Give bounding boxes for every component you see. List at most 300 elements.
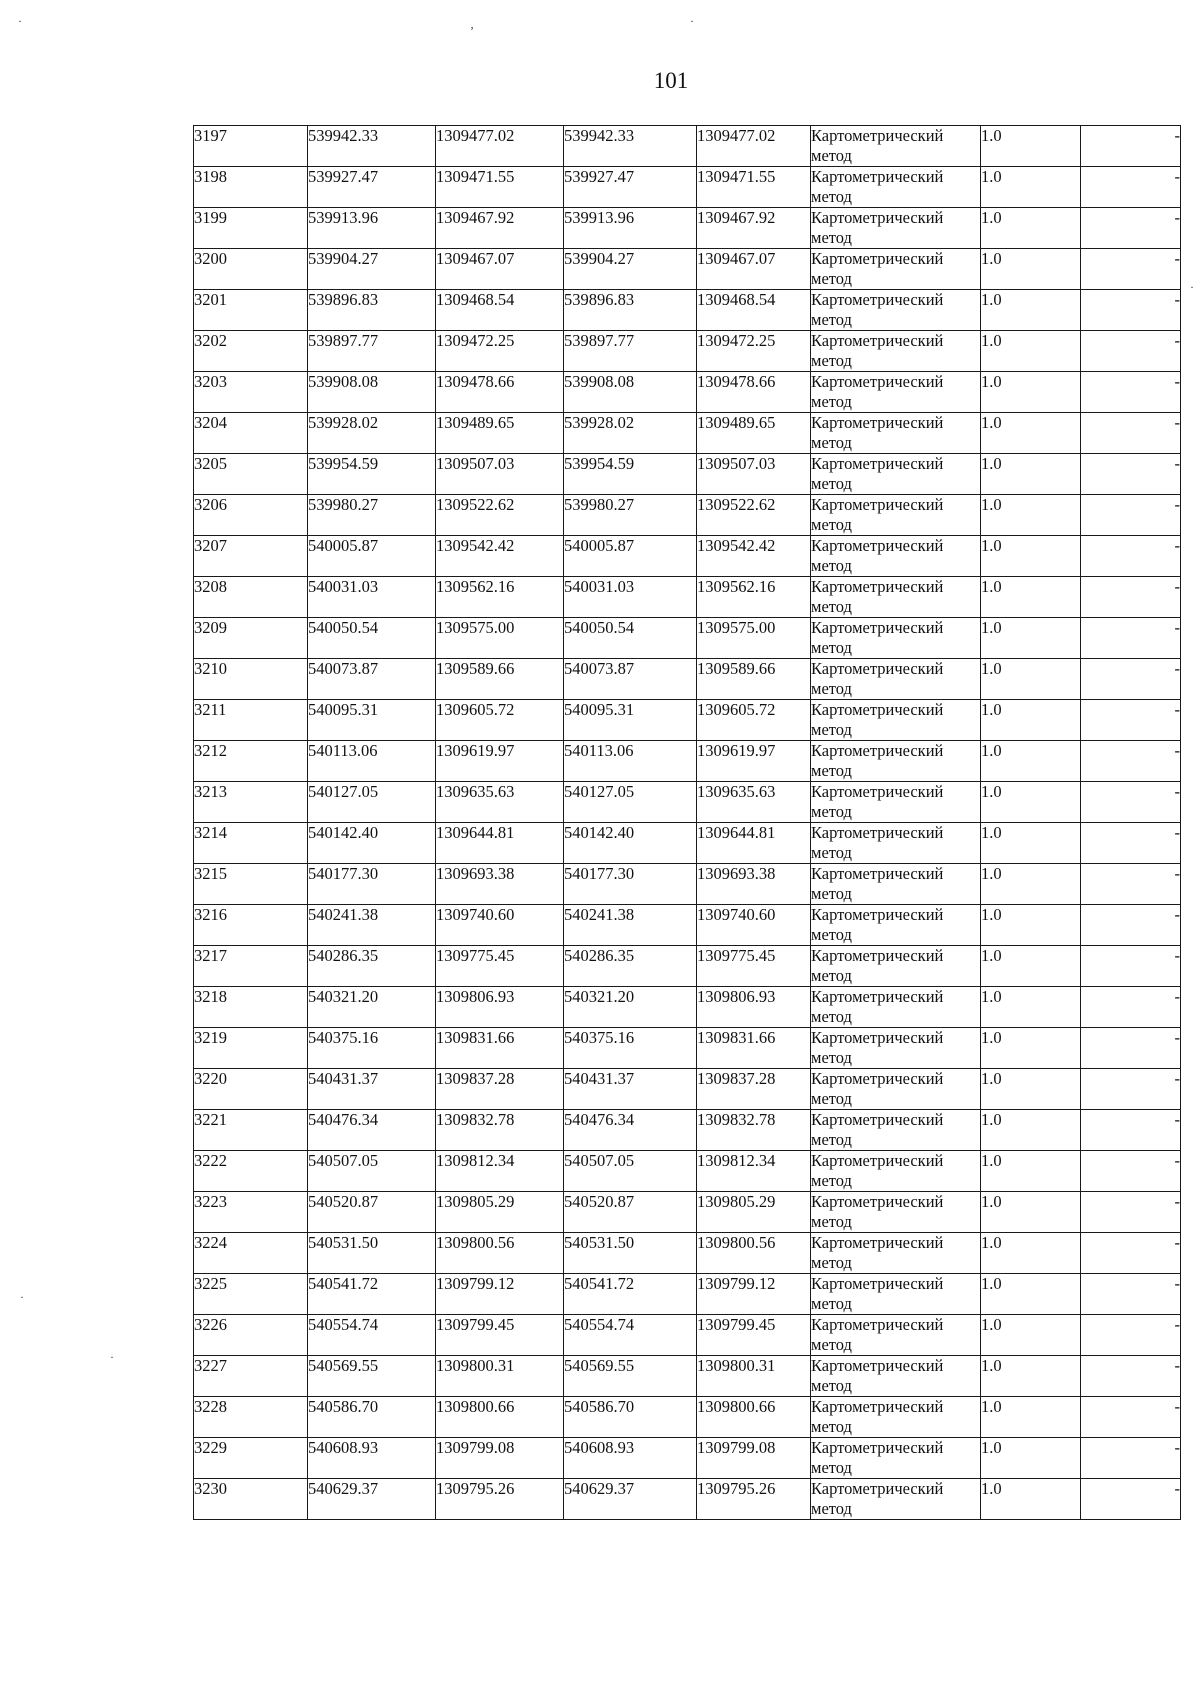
x-coordinate-2-cell: 540507.05 — [564, 1151, 697, 1192]
note-cell: - — [1081, 1274, 1181, 1315]
note-cell: - — [1081, 1069, 1181, 1110]
accuracy-cell: 1.0 — [981, 249, 1081, 290]
x-coordinate-2-cell: 540177.30 — [564, 864, 697, 905]
table-row — [194, 1069, 1181, 1110]
point-number-cell: 3211 — [194, 700, 308, 741]
y-coordinate-cell: 1309472.25 — [436, 331, 564, 372]
note-cell: - — [1081, 987, 1181, 1028]
accuracy-cell: 1.0 — [981, 741, 1081, 782]
x-coordinate-2-cell: 540554.74 — [564, 1315, 697, 1356]
accuracy-cell: 1.0 — [981, 823, 1081, 864]
y-coordinate-2-cell: 1309471.55 — [697, 167, 811, 208]
y-coordinate-cell: 1309837.28 — [436, 1069, 564, 1110]
x-coordinate-cell: 539954.59 — [308, 454, 436, 495]
point-number-cell: 3207 — [194, 536, 308, 577]
note-cell: - — [1081, 536, 1181, 577]
y-coordinate-2-cell: 1309468.54 — [697, 290, 811, 331]
y-coordinate-2-cell: 1309800.56 — [697, 1233, 811, 1274]
accuracy-cell: 1.0 — [981, 1479, 1081, 1520]
y-coordinate-cell: 1309799.12 — [436, 1274, 564, 1315]
accuracy-cell: 1.0 — [981, 1028, 1081, 1069]
table-row — [194, 413, 1181, 454]
y-coordinate-2-cell: 1309467.07 — [697, 249, 811, 290]
point-number-cell: 3224 — [194, 1233, 308, 1274]
note-cell: - — [1081, 1151, 1181, 1192]
note-cell: - — [1081, 1315, 1181, 1356]
y-coordinate-2-cell: 1309799.12 — [697, 1274, 811, 1315]
x-coordinate-cell: 540005.87 — [308, 536, 436, 577]
method-cell: Картометрический метод — [811, 1151, 981, 1192]
note-cell: - — [1081, 782, 1181, 823]
x-coordinate-2-cell: 540031.03 — [564, 577, 697, 618]
x-coordinate-2-cell: 540005.87 — [564, 536, 697, 577]
note-cell: - — [1081, 1028, 1181, 1069]
y-coordinate-cell: 1309740.60 — [436, 905, 564, 946]
x-coordinate-cell: 540050.54 — [308, 618, 436, 659]
point-number-cell: 3204 — [194, 413, 308, 454]
note-cell: - — [1081, 905, 1181, 946]
y-coordinate-2-cell: 1309693.38 — [697, 864, 811, 905]
accuracy-cell: 1.0 — [981, 331, 1081, 372]
x-coordinate-cell: 540073.87 — [308, 659, 436, 700]
y-coordinate-cell: 1309799.08 — [436, 1438, 564, 1479]
x-coordinate-2-cell: 540569.55 — [564, 1356, 697, 1397]
table-row — [194, 1028, 1181, 1069]
note-cell: - — [1081, 413, 1181, 454]
y-coordinate-cell: 1309799.45 — [436, 1315, 564, 1356]
y-coordinate-cell: 1309812.34 — [436, 1151, 564, 1192]
note-cell: - — [1081, 946, 1181, 987]
x-coordinate-cell: 540031.03 — [308, 577, 436, 618]
y-coordinate-2-cell: 1309635.63 — [697, 782, 811, 823]
x-coordinate-cell: 539904.27 — [308, 249, 436, 290]
table-row — [194, 946, 1181, 987]
accuracy-cell: 1.0 — [981, 618, 1081, 659]
note-cell: - — [1081, 864, 1181, 905]
point-number-cell: 3216 — [194, 905, 308, 946]
point-number-cell: 3208 — [194, 577, 308, 618]
point-number-cell: 3217 — [194, 946, 308, 987]
x-coordinate-cell: 539913.96 — [308, 208, 436, 249]
x-coordinate-2-cell: 539942.33 — [564, 126, 697, 167]
accuracy-cell: 1.0 — [981, 1274, 1081, 1315]
x-coordinate-2-cell: 540586.70 — [564, 1397, 697, 1438]
table-row — [194, 1315, 1181, 1356]
accuracy-cell: 1.0 — [981, 946, 1081, 987]
point-number-cell: 3209 — [194, 618, 308, 659]
note-cell: - — [1081, 331, 1181, 372]
note-cell: - — [1081, 1356, 1181, 1397]
note-cell: - — [1081, 1479, 1181, 1520]
coordinates-table — [193, 125, 1181, 1520]
x-coordinate-2-cell: 540375.16 — [564, 1028, 697, 1069]
x-coordinate-2-cell: 540608.93 — [564, 1438, 697, 1479]
scan-speck: · — [690, 14, 694, 28]
y-coordinate-cell: 1309562.16 — [436, 577, 564, 618]
y-coordinate-cell: 1309795.26 — [436, 1479, 564, 1520]
table-row — [194, 290, 1181, 331]
x-coordinate-cell: 539896.83 — [308, 290, 436, 331]
accuracy-cell: 1.0 — [981, 1151, 1081, 1192]
table-row — [194, 577, 1181, 618]
note-cell: - — [1081, 290, 1181, 331]
point-number-cell: 3222 — [194, 1151, 308, 1192]
y-coordinate-2-cell: 1309478.66 — [697, 372, 811, 413]
x-coordinate-2-cell: 539913.96 — [564, 208, 697, 249]
x-coordinate-2-cell: 540286.35 — [564, 946, 697, 987]
y-coordinate-cell: 1309467.92 — [436, 208, 564, 249]
table-row — [194, 905, 1181, 946]
method-cell: Картометрический метод — [811, 1069, 981, 1110]
y-coordinate-cell: 1309467.07 — [436, 249, 564, 290]
y-coordinate-cell: 1309693.38 — [436, 864, 564, 905]
point-number-cell: 3202 — [194, 331, 308, 372]
y-coordinate-2-cell: 1309740.60 — [697, 905, 811, 946]
y-coordinate-2-cell: 1309800.31 — [697, 1356, 811, 1397]
point-number-cell: 3199 — [194, 208, 308, 249]
table-row — [194, 1479, 1181, 1520]
table-row — [194, 782, 1181, 823]
x-coordinate-cell: 540629.37 — [308, 1479, 436, 1520]
method-cell: Картометрический метод — [811, 208, 981, 249]
method-cell: Картометрический метод — [811, 864, 981, 905]
page-number: 101 — [653, 68, 689, 93]
x-coordinate-2-cell: 540476.34 — [564, 1110, 697, 1151]
x-coordinate-cell: 539928.02 — [308, 413, 436, 454]
method-cell: Картометрический метод — [811, 946, 981, 987]
table-row — [194, 987, 1181, 1028]
note-cell: - — [1081, 618, 1181, 659]
y-coordinate-2-cell: 1309837.28 — [697, 1069, 811, 1110]
method-cell: Картометрический метод — [811, 167, 981, 208]
method-cell: Картометрический метод — [811, 126, 981, 167]
x-coordinate-2-cell: 539928.02 — [564, 413, 697, 454]
method-cell: Картометрический метод — [811, 1315, 981, 1356]
x-coordinate-2-cell: 540629.37 — [564, 1479, 697, 1520]
point-number-cell: 3205 — [194, 454, 308, 495]
method-cell: Картометрический метод — [811, 1438, 981, 1479]
accuracy-cell: 1.0 — [981, 208, 1081, 249]
point-number-cell: 3215 — [194, 864, 308, 905]
accuracy-cell: 1.0 — [981, 987, 1081, 1028]
accuracy-cell: 1.0 — [981, 782, 1081, 823]
x-coordinate-2-cell: 540073.87 — [564, 659, 697, 700]
table-row — [194, 618, 1181, 659]
x-coordinate-cell: 540507.05 — [308, 1151, 436, 1192]
method-cell: Картометрический метод — [811, 1479, 981, 1520]
method-cell: Картометрический метод — [811, 372, 981, 413]
y-coordinate-cell: 1309507.03 — [436, 454, 564, 495]
y-coordinate-2-cell: 1309775.45 — [697, 946, 811, 987]
accuracy-cell: 1.0 — [981, 495, 1081, 536]
y-coordinate-2-cell: 1309795.26 — [697, 1479, 811, 1520]
y-coordinate-cell: 1309619.97 — [436, 741, 564, 782]
x-coordinate-2-cell: 540127.05 — [564, 782, 697, 823]
accuracy-cell: 1.0 — [981, 1315, 1081, 1356]
accuracy-cell: 1.0 — [981, 1438, 1081, 1479]
y-coordinate-cell: 1309832.78 — [436, 1110, 564, 1151]
y-coordinate-2-cell: 1309489.65 — [697, 413, 811, 454]
x-coordinate-2-cell: 540431.37 — [564, 1069, 697, 1110]
table-row — [194, 1397, 1181, 1438]
table-row — [194, 1438, 1181, 1479]
note-cell: - — [1081, 577, 1181, 618]
table-row — [194, 1274, 1181, 1315]
y-coordinate-2-cell: 1309472.25 — [697, 331, 811, 372]
point-number-cell: 3203 — [194, 372, 308, 413]
accuracy-cell: 1.0 — [981, 126, 1081, 167]
x-coordinate-2-cell: 540050.54 — [564, 618, 697, 659]
accuracy-cell: 1.0 — [981, 536, 1081, 577]
x-coordinate-2-cell: 539980.27 — [564, 495, 697, 536]
method-cell: Картометрический метод — [811, 536, 981, 577]
table-row — [194, 331, 1181, 372]
method-cell: Картометрический метод — [811, 905, 981, 946]
accuracy-cell: 1.0 — [981, 1356, 1081, 1397]
x-coordinate-2-cell: 540531.50 — [564, 1233, 697, 1274]
method-cell: Картометрический метод — [811, 290, 981, 331]
y-coordinate-cell: 1309806.93 — [436, 987, 564, 1028]
point-number-cell: 3226 — [194, 1315, 308, 1356]
x-coordinate-cell: 539897.77 — [308, 331, 436, 372]
y-coordinate-2-cell: 1309806.93 — [697, 987, 811, 1028]
y-coordinate-cell: 1309471.55 — [436, 167, 564, 208]
y-coordinate-cell: 1309575.00 — [436, 618, 564, 659]
x-coordinate-cell: 539980.27 — [308, 495, 436, 536]
point-number-cell: 3206 — [194, 495, 308, 536]
y-coordinate-cell: 1309478.66 — [436, 372, 564, 413]
x-coordinate-cell: 540113.06 — [308, 741, 436, 782]
x-coordinate-cell: 540520.87 — [308, 1192, 436, 1233]
y-coordinate-2-cell: 1309477.02 — [697, 126, 811, 167]
y-coordinate-2-cell: 1309619.97 — [697, 741, 811, 782]
method-cell: Картометрический метод — [811, 495, 981, 536]
method-cell: Картометрический метод — [811, 1192, 981, 1233]
y-coordinate-2-cell: 1309832.78 — [697, 1110, 811, 1151]
table-row — [194, 1233, 1181, 1274]
method-cell: Картометрический метод — [811, 1356, 981, 1397]
x-coordinate-2-cell: 540541.72 — [564, 1274, 697, 1315]
point-number-cell: 3225 — [194, 1274, 308, 1315]
x-coordinate-2-cell: 540241.38 — [564, 905, 697, 946]
y-coordinate-2-cell: 1309800.66 — [697, 1397, 811, 1438]
point-number-cell: 3221 — [194, 1110, 308, 1151]
x-coordinate-cell: 540321.20 — [308, 987, 436, 1028]
x-coordinate-cell: 540531.50 — [308, 1233, 436, 1274]
note-cell: - — [1081, 495, 1181, 536]
note-cell: - — [1081, 167, 1181, 208]
point-number-cell: 3223 — [194, 1192, 308, 1233]
scan-speck: · — [18, 14, 22, 28]
table-row — [194, 1192, 1181, 1233]
y-coordinate-2-cell: 1309812.34 — [697, 1151, 811, 1192]
note-cell: - — [1081, 372, 1181, 413]
method-cell: Картометрический метод — [811, 1233, 981, 1274]
point-number-cell: 3201 — [194, 290, 308, 331]
method-cell: Картометрический метод — [811, 987, 981, 1028]
table-row — [194, 249, 1181, 290]
scan-speck: · — [1190, 280, 1194, 294]
y-coordinate-cell: 1309644.81 — [436, 823, 564, 864]
table-row — [194, 126, 1181, 167]
table-row — [194, 495, 1181, 536]
method-cell: Картометрический метод — [811, 1028, 981, 1069]
table-row — [194, 823, 1181, 864]
point-number-cell: 3220 — [194, 1069, 308, 1110]
x-coordinate-2-cell: 540520.87 — [564, 1192, 697, 1233]
accuracy-cell: 1.0 — [981, 1110, 1081, 1151]
point-number-cell: 3228 — [194, 1397, 308, 1438]
y-coordinate-cell: 1309489.65 — [436, 413, 564, 454]
x-coordinate-cell: 540286.35 — [308, 946, 436, 987]
accuracy-cell: 1.0 — [981, 659, 1081, 700]
note-cell: - — [1081, 659, 1181, 700]
point-number-cell: 3219 — [194, 1028, 308, 1069]
note-cell: - — [1081, 1438, 1181, 1479]
point-number-cell: 3212 — [194, 741, 308, 782]
accuracy-cell: 1.0 — [981, 1233, 1081, 1274]
y-coordinate-2-cell: 1309799.45 — [697, 1315, 811, 1356]
accuracy-cell: 1.0 — [981, 577, 1081, 618]
x-coordinate-cell: 540476.34 — [308, 1110, 436, 1151]
point-number-cell: 3197 — [194, 126, 308, 167]
point-number-cell: 3230 — [194, 1479, 308, 1520]
note-cell: - — [1081, 208, 1181, 249]
table-row — [194, 536, 1181, 577]
scan-speck: ʼ — [470, 24, 474, 38]
x-coordinate-2-cell: 540142.40 — [564, 823, 697, 864]
method-cell: Картометрический метод — [811, 1397, 981, 1438]
method-cell: Картометрический метод — [811, 1110, 981, 1151]
y-coordinate-cell: 1309805.29 — [436, 1192, 564, 1233]
x-coordinate-2-cell: 539896.83 — [564, 290, 697, 331]
x-coordinate-cell: 540241.38 — [308, 905, 436, 946]
note-cell: - — [1081, 1233, 1181, 1274]
x-coordinate-2-cell: 539908.08 — [564, 372, 697, 413]
table-row — [194, 454, 1181, 495]
x-coordinate-cell: 540431.37 — [308, 1069, 436, 1110]
accuracy-cell: 1.0 — [981, 1192, 1081, 1233]
table-row — [194, 659, 1181, 700]
point-number-cell: 3214 — [194, 823, 308, 864]
x-coordinate-cell: 540554.74 — [308, 1315, 436, 1356]
y-coordinate-2-cell: 1309605.72 — [697, 700, 811, 741]
method-cell: Картометрический метод — [811, 659, 981, 700]
x-coordinate-2-cell: 539954.59 — [564, 454, 697, 495]
method-cell: Картометрический метод — [811, 1274, 981, 1315]
y-coordinate-2-cell: 1309589.66 — [697, 659, 811, 700]
x-coordinate-cell: 540177.30 — [308, 864, 436, 905]
accuracy-cell: 1.0 — [981, 700, 1081, 741]
accuracy-cell: 1.0 — [981, 372, 1081, 413]
method-cell: Картометрический метод — [811, 577, 981, 618]
x-coordinate-cell: 540127.05 — [308, 782, 436, 823]
y-coordinate-2-cell: 1309831.66 — [697, 1028, 811, 1069]
method-cell: Картометрический метод — [811, 782, 981, 823]
scan-speck: · — [20, 1290, 24, 1304]
table-row — [194, 1151, 1181, 1192]
y-coordinate-cell: 1309522.62 — [436, 495, 564, 536]
method-cell: Картометрический метод — [811, 618, 981, 659]
method-cell: Картометрический метод — [811, 823, 981, 864]
note-cell: - — [1081, 823, 1181, 864]
point-number-cell: 3198 — [194, 167, 308, 208]
y-coordinate-2-cell: 1309522.62 — [697, 495, 811, 536]
scan-speck: · — [110, 1350, 114, 1364]
y-coordinate-cell: 1309542.42 — [436, 536, 564, 577]
y-coordinate-cell: 1309800.66 — [436, 1397, 564, 1438]
y-coordinate-cell: 1309800.56 — [436, 1233, 564, 1274]
note-cell: - — [1081, 1110, 1181, 1151]
y-coordinate-2-cell: 1309467.92 — [697, 208, 811, 249]
table-row — [194, 208, 1181, 249]
accuracy-cell: 1.0 — [981, 290, 1081, 331]
table-row — [194, 700, 1181, 741]
method-cell: Картометрический метод — [811, 249, 981, 290]
accuracy-cell: 1.0 — [981, 413, 1081, 454]
x-coordinate-cell: 539942.33 — [308, 126, 436, 167]
table-row — [194, 372, 1181, 413]
accuracy-cell: 1.0 — [981, 167, 1081, 208]
x-coordinate-2-cell: 540113.06 — [564, 741, 697, 782]
accuracy-cell: 1.0 — [981, 905, 1081, 946]
point-number-cell: 3213 — [194, 782, 308, 823]
x-coordinate-2-cell: 539904.27 — [564, 249, 697, 290]
accuracy-cell: 1.0 — [981, 864, 1081, 905]
y-coordinate-cell: 1309477.02 — [436, 126, 564, 167]
note-cell: - — [1081, 126, 1181, 167]
x-coordinate-cell: 540541.72 — [308, 1274, 436, 1315]
note-cell: - — [1081, 1192, 1181, 1233]
method-cell: Картометрический метод — [811, 413, 981, 454]
y-coordinate-2-cell: 1309799.08 — [697, 1438, 811, 1479]
y-coordinate-cell: 1309589.66 — [436, 659, 564, 700]
x-coordinate-cell: 540608.93 — [308, 1438, 436, 1479]
table-row — [194, 864, 1181, 905]
y-coordinate-cell: 1309468.54 — [436, 290, 564, 331]
note-cell: - — [1081, 454, 1181, 495]
y-coordinate-2-cell: 1309805.29 — [697, 1192, 811, 1233]
x-coordinate-cell: 540569.55 — [308, 1356, 436, 1397]
x-coordinate-2-cell: 539897.77 — [564, 331, 697, 372]
x-coordinate-2-cell: 539927.47 — [564, 167, 697, 208]
point-number-cell: 3218 — [194, 987, 308, 1028]
note-cell: - — [1081, 249, 1181, 290]
method-cell: Картометрический метод — [811, 454, 981, 495]
x-coordinate-cell: 540586.70 — [308, 1397, 436, 1438]
table-row — [194, 167, 1181, 208]
table-row — [194, 1110, 1181, 1151]
accuracy-cell: 1.0 — [981, 1069, 1081, 1110]
method-cell: Картометрический метод — [811, 741, 981, 782]
accuracy-cell: 1.0 — [981, 454, 1081, 495]
y-coordinate-2-cell: 1309542.42 — [697, 536, 811, 577]
method-cell: Картометрический метод — [811, 331, 981, 372]
y-coordinate-cell: 1309775.45 — [436, 946, 564, 987]
x-coordinate-cell: 539927.47 — [308, 167, 436, 208]
point-number-cell: 3229 — [194, 1438, 308, 1479]
y-coordinate-cell: 1309831.66 — [436, 1028, 564, 1069]
x-coordinate-2-cell: 540321.20 — [564, 987, 697, 1028]
y-coordinate-2-cell: 1309644.81 — [697, 823, 811, 864]
y-coordinate-2-cell: 1309507.03 — [697, 454, 811, 495]
point-number-cell: 3227 — [194, 1356, 308, 1397]
note-cell: - — [1081, 741, 1181, 782]
y-coordinate-2-cell: 1309562.16 — [697, 577, 811, 618]
y-coordinate-cell: 1309605.72 — [436, 700, 564, 741]
y-coordinate-cell: 1309800.31 — [436, 1356, 564, 1397]
x-coordinate-cell: 539908.08 — [308, 372, 436, 413]
